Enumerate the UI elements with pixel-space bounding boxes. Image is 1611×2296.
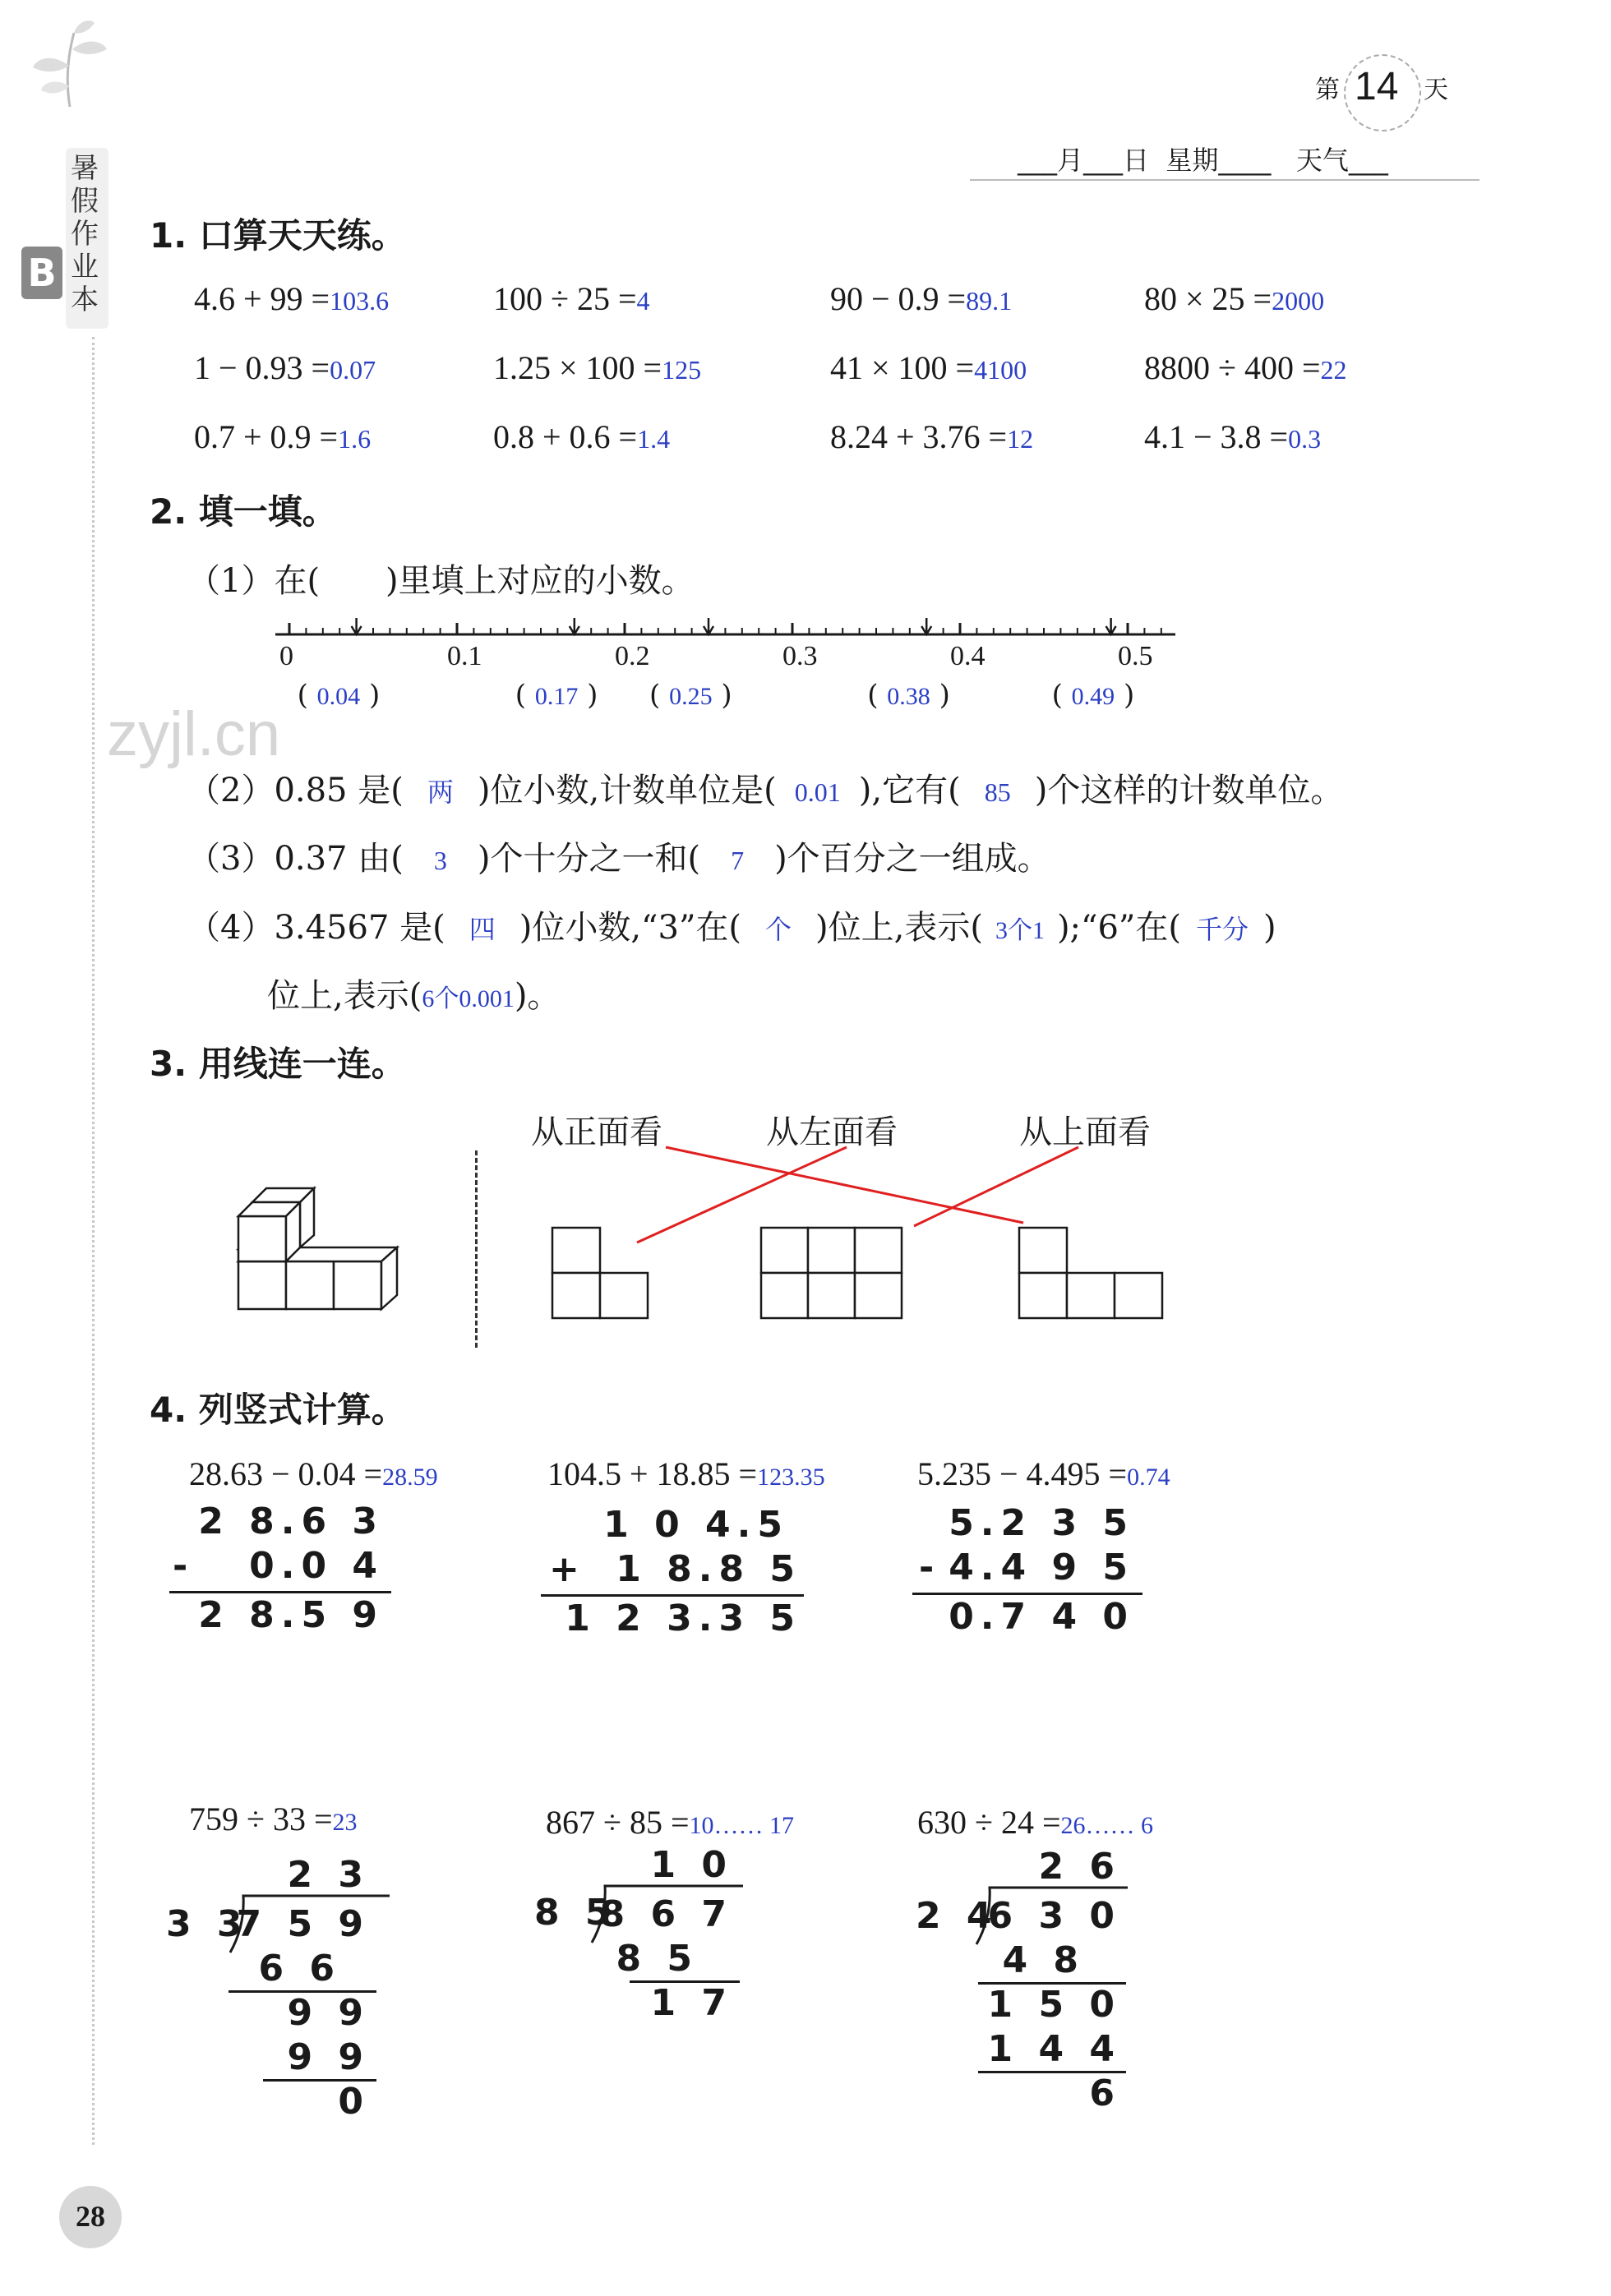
p3-text-b: )个十分之一和( bbox=[477, 840, 701, 878]
div1-answer: 23 bbox=[332, 1809, 358, 1836]
p4-text-line2a: 位上,表示( bbox=[267, 977, 422, 1015]
op1-question: 28.63 − 0.04 =28.59 bbox=[189, 1455, 438, 1492]
div3-divisor: 2 4 bbox=[916, 1895, 999, 1937]
div2-quotient: 1 0 bbox=[650, 1844, 733, 1886]
number-line-answer: ( 0.25 ) bbox=[649, 679, 732, 712]
section-1-title: 1. 口算天天练。 bbox=[150, 215, 406, 256]
number-line-tick-label: 0 bbox=[279, 641, 293, 671]
number-line-tick-label: 0.4 bbox=[950, 641, 986, 671]
p2-answer-count: 85 bbox=[984, 777, 1011, 807]
date-line: ___月___日 星期____ 天气___ bbox=[1018, 145, 1388, 176]
div2-answer: 10…… 17 bbox=[689, 1812, 795, 1839]
p2-answer-unit: 0.01 bbox=[794, 777, 841, 807]
op3-result: 0.7 4 0 bbox=[949, 1596, 1134, 1638]
p2-text-c: ),它有( bbox=[858, 772, 961, 809]
div3-quotient: 2 6 bbox=[1038, 1846, 1121, 1888]
page-number: 28 bbox=[76, 2200, 105, 2233]
p3-answer-hundredths: 7 bbox=[731, 846, 745, 875]
div3-question: 630 ÷ 24 =26…… 6 bbox=[917, 1804, 1154, 1841]
view-label-left: 从左面看 bbox=[766, 1113, 898, 1151]
p3-answer-tenths: 3 bbox=[433, 846, 447, 875]
p3-text-c: )个百分之一组成。 bbox=[774, 840, 1050, 878]
oral-calc-answer: 1.6 bbox=[338, 424, 372, 454]
div1-divisor: 3 3 bbox=[166, 1903, 249, 1945]
op2-answer: 123.35 bbox=[757, 1464, 825, 1491]
div1-step2: 9 9 bbox=[287, 1992, 370, 2034]
number-line-answer-value: 0.49 bbox=[1071, 683, 1115, 710]
view-label-front: 从正面看 bbox=[531, 1113, 662, 1151]
oral-calc-answer: 1.4 bbox=[637, 424, 671, 454]
oral-calc-answer: 125 bbox=[662, 355, 702, 385]
section-2-title: 2. 填一填。 bbox=[150, 491, 337, 532]
div1-step1: 6 6 bbox=[258, 1948, 341, 1989]
oral-calc-answer: 12 bbox=[1007, 424, 1034, 454]
op3-sign: - bbox=[919, 1547, 941, 1588]
number-line-tick-label: 0.3 bbox=[782, 641, 818, 671]
number-line-answer-value: 0.25 bbox=[669, 683, 713, 710]
op2-result: 1 2 3.3 5 bbox=[565, 1598, 801, 1639]
op1-result: 2 8.5 9 bbox=[198, 1594, 384, 1636]
div2-question: 867 ÷ 85 =10…… 17 bbox=[546, 1804, 795, 1841]
oral-calc-question: 90 − 0.9 = bbox=[830, 280, 967, 317]
p4-text-e: ) bbox=[1263, 909, 1276, 947]
op2-line1: 1 0 4.5 bbox=[603, 1504, 789, 1546]
div1-question: 759 ÷ 33 =23 bbox=[189, 1800, 358, 1837]
oral-calc-question: 4.6 + 99 = bbox=[194, 280, 330, 317]
number-line-answer: ( 0.04 ) bbox=[297, 679, 381, 712]
div3-step1: 4 8 bbox=[1002, 1939, 1085, 1981]
number-line-tick-label: 0.1 bbox=[447, 641, 482, 671]
oral-calc-question: 4.1 − 3.8 = bbox=[1144, 418, 1289, 455]
op3-rule bbox=[912, 1593, 1142, 1595]
op3-line2: 4.4 9 5 bbox=[949, 1547, 1134, 1588]
oral-calc-question: 80 × 25 = bbox=[1144, 280, 1272, 317]
oral-calc-question: 1.25 × 100 = bbox=[493, 349, 662, 386]
op3-question: 5.235 − 4.495 =0.74 bbox=[917, 1455, 1170, 1492]
p4-answer-place6: 千分 bbox=[1195, 915, 1249, 944]
number-line-tick-label: 0.2 bbox=[615, 641, 650, 671]
watermark: zyjl.cn bbox=[107, 699, 281, 769]
op3-line1: 5.2 3 5 bbox=[949, 1502, 1134, 1544]
div2-dividend: 8 6 7 bbox=[599, 1893, 733, 1935]
day-prefix: 第 bbox=[1315, 76, 1340, 104]
number-line-answer-value: 0.04 bbox=[316, 683, 361, 710]
section-4-title: 4. 列竖式计算。 bbox=[150, 1390, 406, 1430]
oral-calc-answer: 0.07 bbox=[330, 355, 376, 385]
p2-answer-digits: 两 bbox=[427, 777, 454, 807]
div1-step3: 9 9 bbox=[287, 2036, 370, 2078]
op2-sign: + bbox=[549, 1548, 586, 1590]
op3-answer: 0.74 bbox=[1127, 1464, 1170, 1491]
number-line-answer-value: 0.38 bbox=[887, 683, 930, 710]
p4-text-line2b: )。 bbox=[514, 977, 561, 1015]
day-number: 14 bbox=[1355, 65, 1399, 108]
op2-line2: 1 8.8 5 bbox=[616, 1548, 801, 1590]
div2-step2: 1 7 bbox=[650, 1982, 733, 2024]
p4-text-d: );“6”在( bbox=[1056, 909, 1181, 947]
part-1-prompt: （1）在( )里填上对应的小数。 bbox=[187, 562, 695, 600]
op1-rule bbox=[169, 1591, 391, 1593]
oral-calc-question: 41 × 100 = bbox=[830, 349, 975, 386]
op1-line2: 0.0 4 bbox=[249, 1545, 384, 1587]
oral-calc-answer: 22 bbox=[1320, 355, 1347, 385]
op2-rule bbox=[541, 1594, 804, 1597]
number-line-answer: ( 0.17 ) bbox=[515, 679, 598, 712]
p4-text-b: )位小数,“3”在( bbox=[519, 909, 742, 947]
oral-calc-question: 0.8 + 0.6 = bbox=[493, 418, 638, 455]
p2-text-b: )位小数,计数单位是( bbox=[477, 772, 777, 809]
div3-step2: 1 5 0 bbox=[987, 1984, 1121, 2026]
number-line-tick-label: 0.5 bbox=[1118, 641, 1153, 671]
div1-dividend: 7 5 9 bbox=[236, 1903, 370, 1945]
op1-line1: 2 8.6 3 bbox=[198, 1501, 384, 1542]
p4-text-c: )位上,表示( bbox=[815, 909, 983, 947]
p4-answer-digits: 四 bbox=[469, 915, 496, 944]
number-line-answer: ( 0.38 ) bbox=[867, 679, 950, 712]
oral-calc-answer: 0.3 bbox=[1288, 424, 1322, 454]
oral-calc-answer: 4100 bbox=[974, 355, 1027, 385]
oral-calc-answer: 2000 bbox=[1272, 286, 1325, 316]
div3-step3: 1 4 4 bbox=[987, 2028, 1121, 2070]
number-line-answer-value: 0.17 bbox=[534, 683, 579, 710]
op2-question: 104.5 + 18.85 =123.35 bbox=[547, 1455, 825, 1492]
div1-step4: 0 bbox=[338, 2081, 370, 2123]
section-3-title: 3. 用线连一连。 bbox=[150, 1044, 406, 1084]
div2-step1: 8 5 bbox=[616, 1938, 699, 1980]
div2-divisor: 8 5 bbox=[534, 1892, 617, 1934]
oral-calc-answer: 103.6 bbox=[330, 286, 390, 316]
oral-calc-answer: 4 bbox=[636, 286, 650, 316]
p4-answer-meaning6: 6个0.001 bbox=[422, 985, 515, 1012]
div3-dividend: 6 3 0 bbox=[987, 1895, 1121, 1937]
div3-step4: 6 bbox=[1089, 2072, 1121, 2114]
oral-calc-answer: 89.1 bbox=[966, 286, 1013, 316]
p2-text-a: （2）0.85 是( bbox=[187, 772, 404, 809]
oral-calc-question: 8.24 + 3.76 = bbox=[830, 418, 1008, 455]
p4-answer-meaning3: 3个1 bbox=[995, 917, 1045, 944]
oral-calc-question: 8800 ÷ 400 = bbox=[1144, 349, 1321, 386]
op1-answer: 28.59 bbox=[382, 1464, 438, 1491]
p3-text-a: （3）0.37 由( bbox=[187, 840, 404, 878]
p4-text-a: （4）3.4567 是( bbox=[187, 909, 445, 947]
p2-text-d: )个这样的计数单位。 bbox=[1034, 772, 1344, 809]
view-label-top: 从上面看 bbox=[1019, 1113, 1151, 1151]
side-title: 暑假作业本 bbox=[71, 152, 99, 316]
number-line-answer: ( 0.49 ) bbox=[1051, 679, 1135, 712]
oral-calc-question: 100 ÷ 25 = bbox=[493, 280, 637, 317]
div1-quotient: 2 3 bbox=[287, 1854, 370, 1896]
div3-answer: 26…… 6 bbox=[1060, 1812, 1154, 1839]
badge: B bbox=[21, 247, 62, 299]
p4-answer-place3: 个 bbox=[765, 915, 792, 944]
oral-calc-question: 0.7 + 0.9 = bbox=[194, 418, 339, 455]
op1-sign: - bbox=[173, 1545, 195, 1587]
day-suffix: 天 bbox=[1424, 76, 1448, 104]
oral-calc-question: 1 − 0.93 = bbox=[194, 349, 330, 386]
